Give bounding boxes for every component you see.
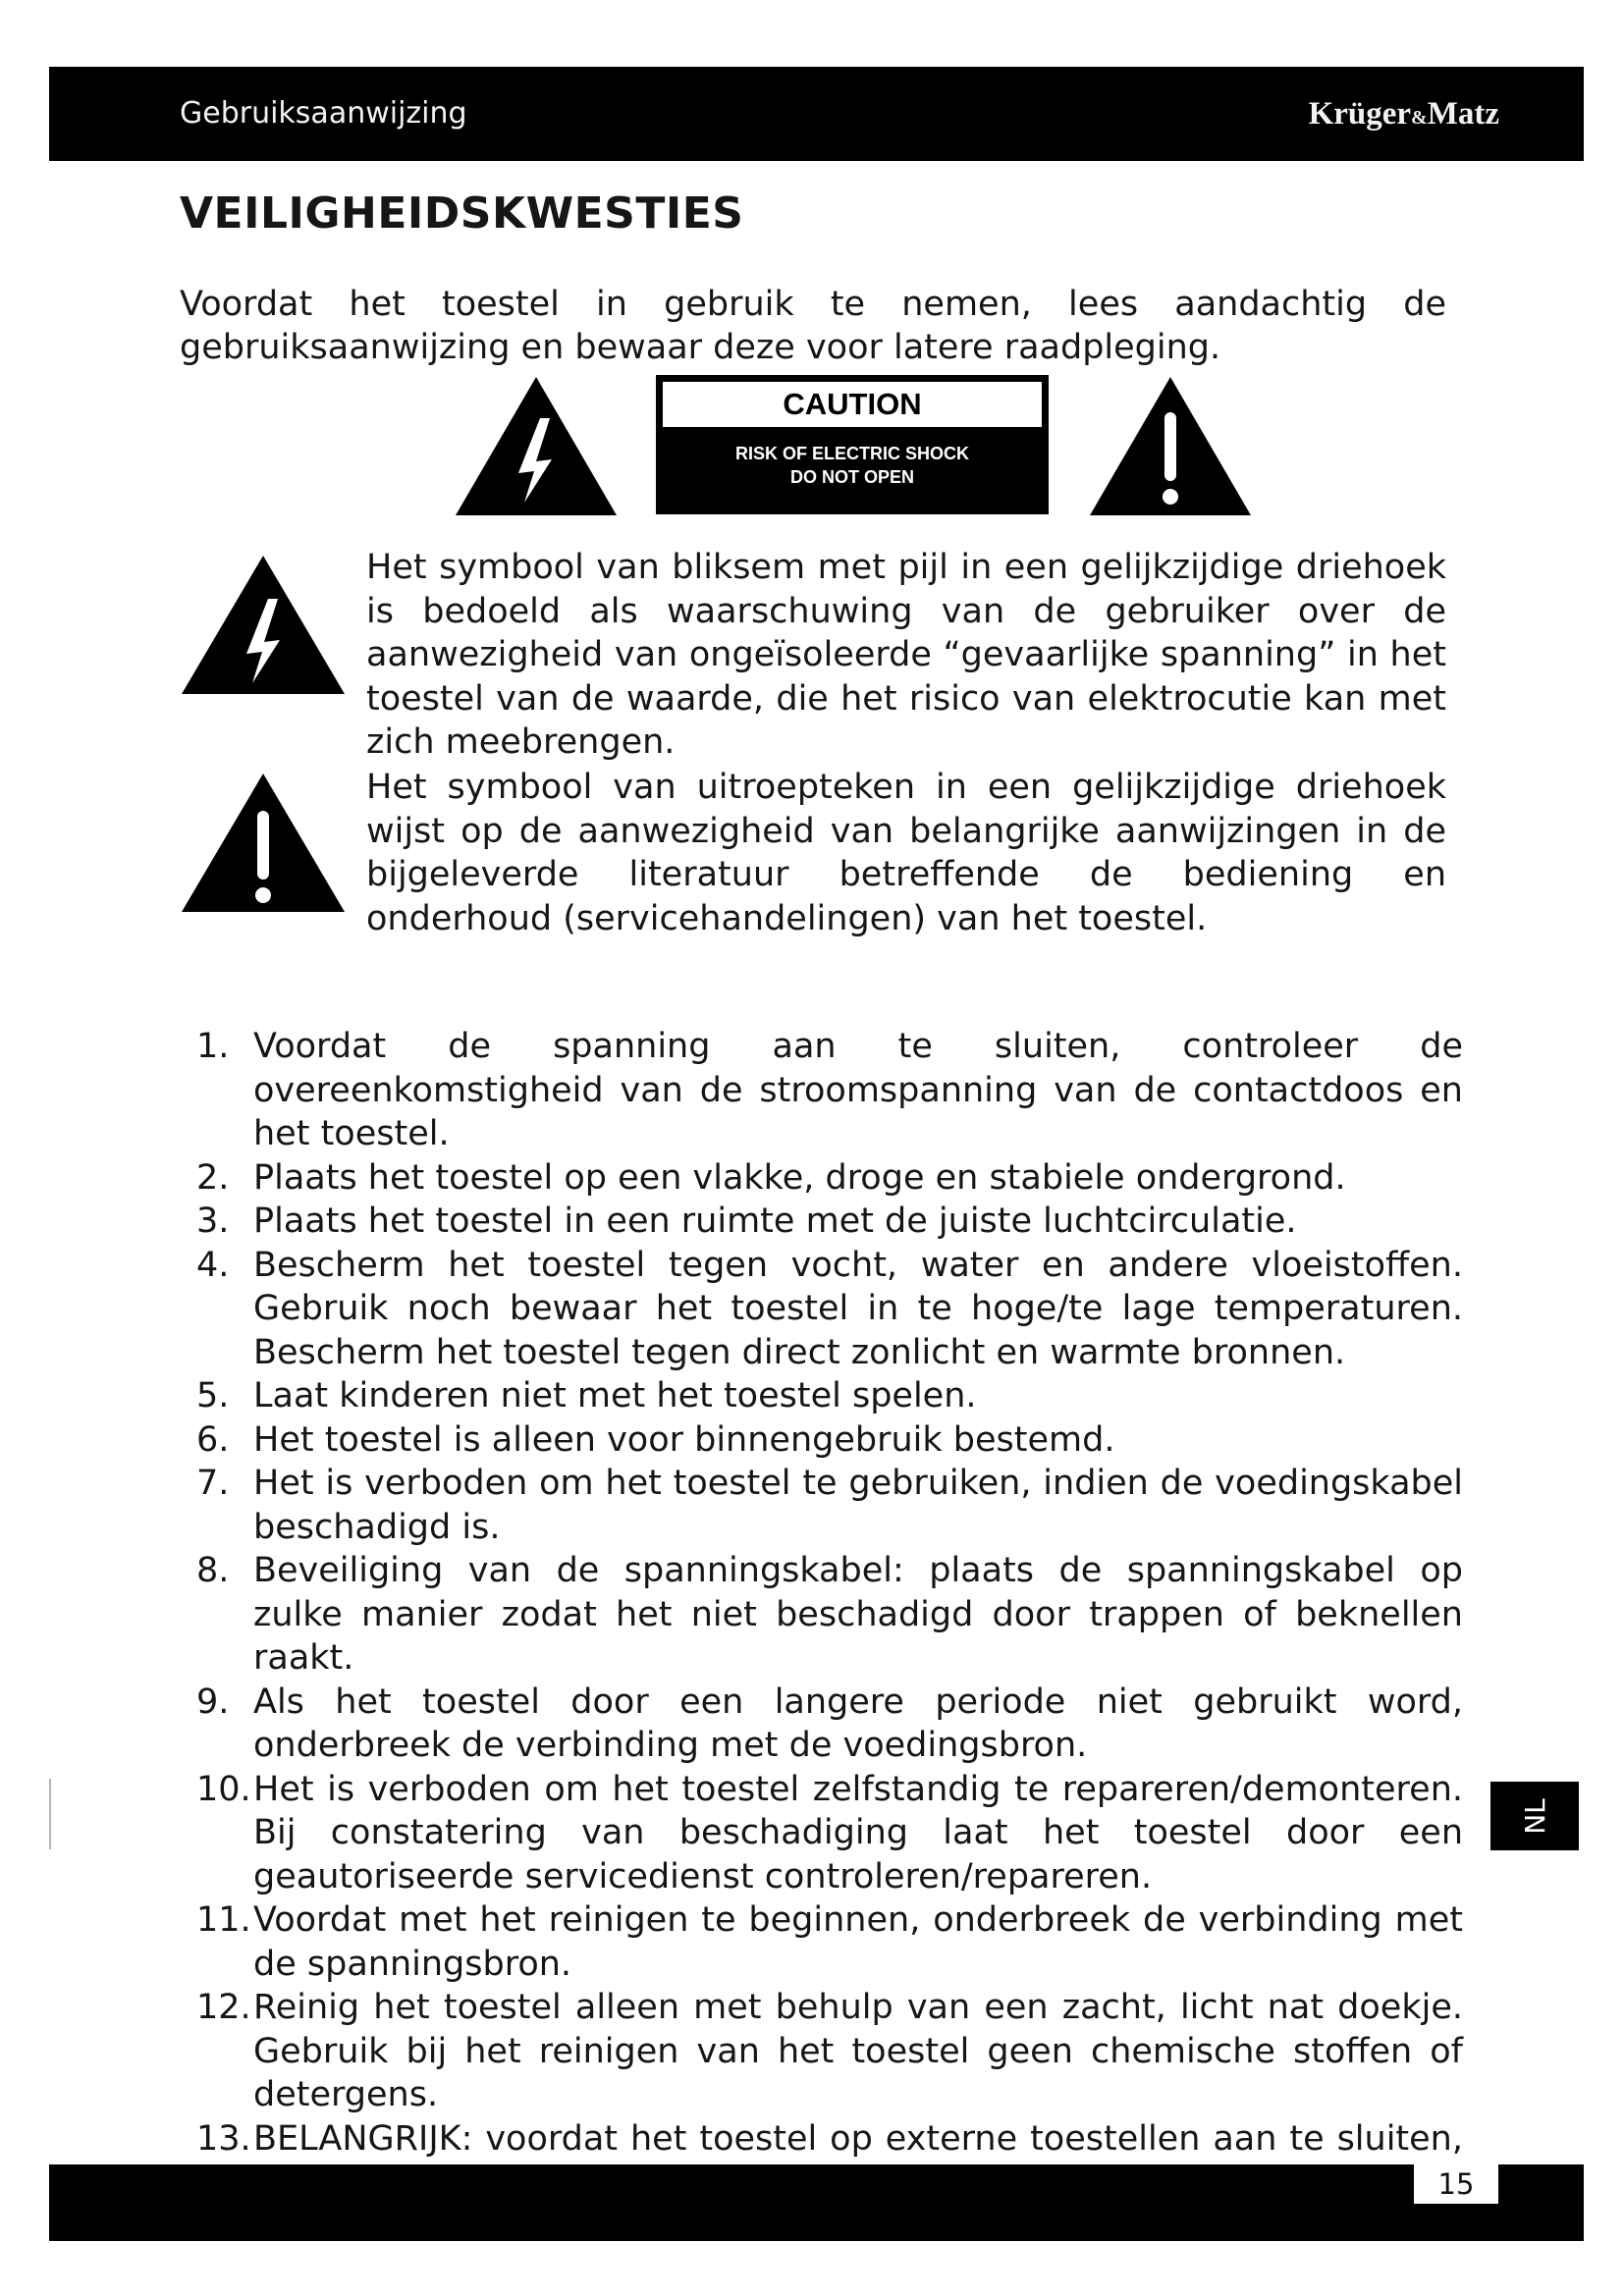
list-item-number: 5.: [196, 1376, 230, 1415]
list-item-number: 12.: [196, 1988, 251, 2027]
page-number: 15: [1414, 2164, 1498, 2204]
language-tab: [1490, 1782, 1579, 1850]
list-item-number: 1.: [196, 1027, 230, 1066]
list-item-number: 8.: [196, 1551, 230, 1590]
list-item-number: 4.: [196, 1245, 230, 1285]
caution-label: [656, 375, 1049, 514]
list-item-text: Plaats het toestel in een ruimte met de juiste luchtcirculatie.: [253, 1201, 1297, 1241]
list-item: [196, 1156, 1463, 1201]
caution-heading: CAUTION: [663, 382, 1042, 427]
lightning-symbol-description: Het symbool van bliksem met pijl in een gelijkzijdige driehoek is bedoeld als waarschuwing van de gebruiker over de aanwezigheid van ongeïsoleerde “gevaarlijke spanning” in het toestel van de waarde, die het risico van elektrocutie kan met zich meebrengen.: [366, 548, 1446, 762]
safety-rules-list: [196, 1025, 1463, 2205]
list-item: [196, 1200, 1463, 1244]
list-item-number: 7.: [196, 1464, 230, 1503]
list-item-text: Het is verboden om het toestel zelfstandig te repareren/demonteren. Bij constatering van beschadiging laat het toestel door een geautoriseerde servicedienst controleren/repareren.: [253, 1769, 1463, 1896]
list-item-number: 9.: [196, 1682, 230, 1722]
list-item: [196, 1549, 1463, 1681]
brand-logo: [1309, 96, 1499, 133]
list-item: [196, 1768, 1463, 1899]
header-title: Gebruiksaanwijzing: [180, 96, 467, 131]
list-item-text: Als het toestel door een langere periode niet gebruikt word, onderbreek de verbinding met de voedingsbron.: [253, 1682, 1463, 1765]
edge-mark: [49, 1779, 51, 1849]
list-item: [196, 1898, 1463, 1986]
language-tab-label: NL: [1518, 1797, 1551, 1835]
list-item: [196, 1374, 1463, 1418]
exclamation-warning-icon: [1088, 375, 1253, 517]
list-item-text: Plaats het toestel op een vlakke, droge en stabiele ondergrond.: [253, 1157, 1346, 1198]
brand-ampersand: &: [1411, 107, 1428, 129]
caution-line-2: DO NOT OPEN: [789, 467, 914, 487]
list-item-text: Laat kinderen niet met het toestel spelen.: [253, 1376, 977, 1415]
list-item: [196, 1244, 1463, 1375]
caution-subtext: [656, 442, 1049, 489]
caution-line-1: RISK OF ELECTRIC SHOCK: [734, 444, 969, 463]
list-item: [196, 1418, 1463, 1463]
list-item: [196, 1462, 1463, 1549]
lightning-warning-icon: [180, 554, 347, 696]
list-item: [196, 1986, 1463, 2117]
list-item-number: 2.: [196, 1157, 230, 1198]
brand-name-main: Krüger: [1308, 96, 1412, 132]
list-item-text: Het is verboden om het toestel te gebruiken, indien de voedingskabel beschadigd is.: [253, 1464, 1463, 1547]
list-item-number: 3.: [196, 1201, 230, 1241]
list-item-text: Bescherm het toestel tegen vocht, water en andere vloeistoffen. Gebruik noch bewaar het toestel in te hoge/te lage temperaturen. Bescherm het toestel tegen direct zonlicht en warmte bronnen.: [253, 1245, 1463, 1372]
list-item-text: BELANGRIJK: voordat het toestel op externe toestellen aan te sluiten,: [253, 2118, 1463, 2159]
list-item-text: Voordat met het reinigen te beginnen, onderbreek de verbinding met de spanningsbron.: [253, 1900, 1463, 1984]
list-item-text: Beveiliging van de spanningskabel: plaats de spanningskabel op zulke manier zodat het niet beschadigd door trappen of beknellen raakt.: [253, 1551, 1463, 1678]
lightning-warning-icon: [454, 375, 619, 517]
intro-paragraph: Voordat het toestel in gebruik te nemen, lees aandachtig de gebruiksaanwijzing en bewaar deze voor latere raadpleging.: [180, 285, 1446, 367]
list-item-text: Reinig het toestel alleen met behulp van een zacht, licht nat doekje. Gebruik bij het reinigen van het toestel geen chemische stoffen of detergens.: [253, 1988, 1463, 2114]
header-bar: [49, 67, 1584, 161]
list-item-text: Voordat de spanning aan te sluiten, controleer de overeenkomstigheid van de stroomspanning van de contactdoos en het toestel.: [253, 1027, 1463, 1153]
list-item-number: 13.: [196, 2118, 251, 2159]
list-item: [196, 1681, 1463, 1768]
brand-name-end: Matz: [1427, 96, 1499, 132]
exclamation-warning-icon: [180, 772, 347, 914]
list-item: [196, 1025, 1463, 1156]
list-item-number: 6.: [196, 1419, 230, 1460]
page-title: VEILIGHEIDSKWESTIES: [180, 188, 744, 239]
exclamation-symbol-description: Het symbool van uitroepteken in een gelijkzijdige driehoek wijst op de aanwezigheid van belangrijke aanwijzingen in de bijgeleverde literatuur betreffende de bediening en onderhoud (servicehandelingen) van het toestel.: [366, 768, 1446, 938]
list-item-number: 11.: [196, 1900, 251, 1940]
list-item-text: Het toestel is alleen voor binnengebruik bestemd.: [253, 1419, 1115, 1460]
list-item-number: 10.: [196, 1769, 251, 1809]
footer-bar: [49, 2164, 1584, 2241]
